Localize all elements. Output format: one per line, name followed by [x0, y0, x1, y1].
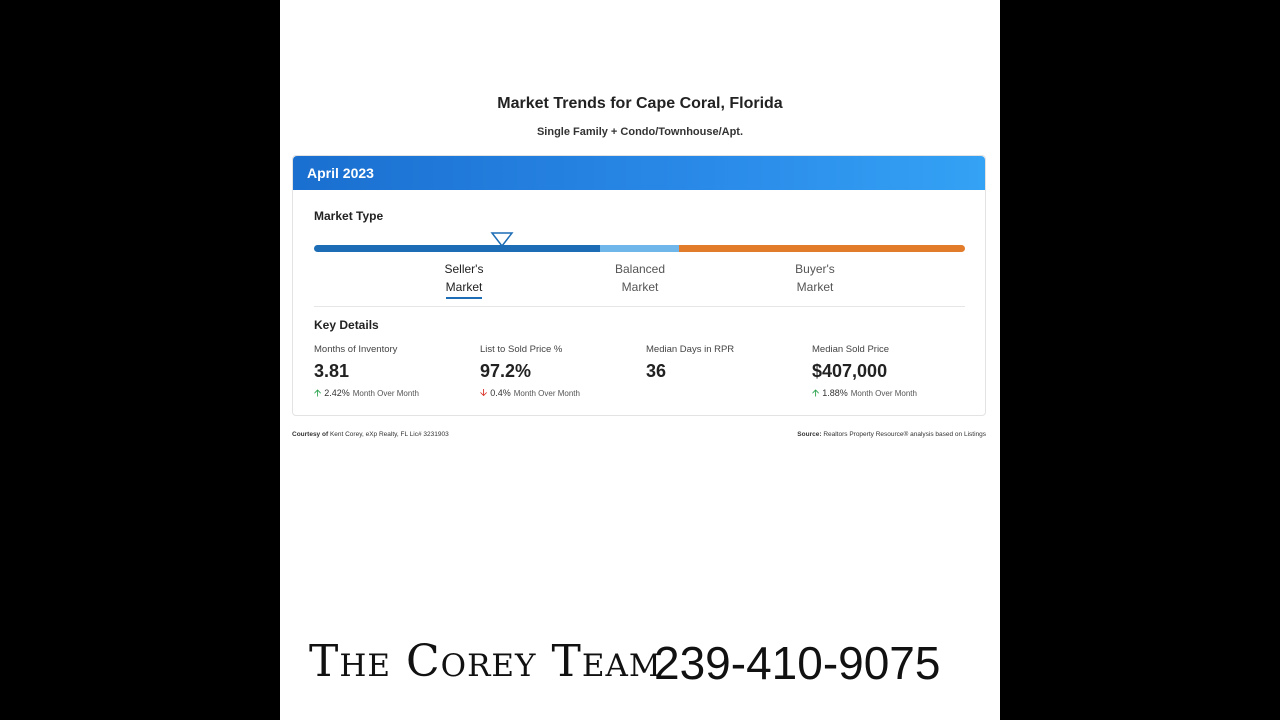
buyer-market-line2: Market: [796, 280, 834, 294]
courtesy-label: Courtesy of: [292, 431, 329, 438]
balanced-market-label: [580, 260, 700, 296]
market-trends-card: [292, 155, 986, 416]
metric-median-days: [646, 344, 806, 382]
metric-change-label: Month Over Month: [352, 389, 419, 398]
metric-months-of-inventory: [314, 344, 474, 403]
source-text: Realtors Property Resource® analysis based on Listings: [823, 431, 986, 438]
meter-balanced-segment: [600, 245, 679, 252]
metric-value: $407,000: [812, 361, 888, 381]
brand-name: The Corey Team: [309, 636, 662, 687]
meter-seller-segment: [314, 245, 600, 252]
metric-median-sold-price: [812, 344, 972, 403]
market-type-label: Market Type: [314, 209, 384, 223]
key-details-label: Key Details: [314, 318, 379, 332]
metric-list-to-sold: [480, 344, 640, 403]
courtesy-note: [292, 431, 449, 438]
period-header: April 2023: [293, 156, 985, 190]
metric-change-label: Month Over Month: [850, 389, 917, 398]
buyer-market-line1: Buyer's: [795, 262, 835, 276]
metric-change-label: Month Over Month: [513, 389, 580, 398]
metric-change-value: 2.42%: [324, 388, 350, 398]
seller-market-line2: Market: [446, 278, 483, 299]
metric-label: Median Sold Price: [812, 344, 890, 355]
metric-label: List to Sold Price %: [480, 344, 563, 355]
seller-market-line1: Seller's: [444, 262, 484, 276]
arrow-up-icon: 🡩: [314, 388, 322, 399]
page-subtitle: Single Family + Condo/Townhouse/Apt.: [536, 126, 744, 138]
metric-value: 3.81: [314, 361, 350, 381]
meter-buyer-segment: [679, 245, 965, 252]
content-panel: [280, 0, 1000, 720]
metric-value: 36: [646, 361, 667, 381]
page-title: Market Trends for Cape Coral, Florida: [497, 95, 783, 112]
seller-market-label: [404, 260, 524, 299]
metric-change-value: 0.4%: [490, 388, 511, 398]
source-note: [797, 431, 986, 438]
source-label: Source:: [797, 431, 822, 438]
metric-label: Median Days in RPR: [646, 344, 735, 355]
metric-change: [480, 386, 640, 403]
section-divider: [314, 306, 965, 307]
arrow-up-icon: 🡩: [812, 388, 820, 399]
courtesy-text: Kent Corey, eXp Realty, FL Lic# 3231903: [329, 431, 449, 438]
phone-number: 239-410-9075: [654, 637, 941, 689]
metric-change: [314, 386, 474, 403]
metric-change: [812, 386, 972, 403]
market-type-meter: [314, 245, 965, 252]
metric-label: Months of Inventory: [314, 344, 398, 355]
balanced-market-line1: Balanced: [614, 262, 666, 276]
balanced-market-line2: Market: [621, 280, 659, 294]
buyer-market-label: [755, 260, 875, 296]
arrow-down-icon: 🡫: [480, 388, 488, 399]
metric-value: 97.2%: [480, 361, 532, 381]
metric-change-value: 1.88%: [822, 388, 848, 398]
